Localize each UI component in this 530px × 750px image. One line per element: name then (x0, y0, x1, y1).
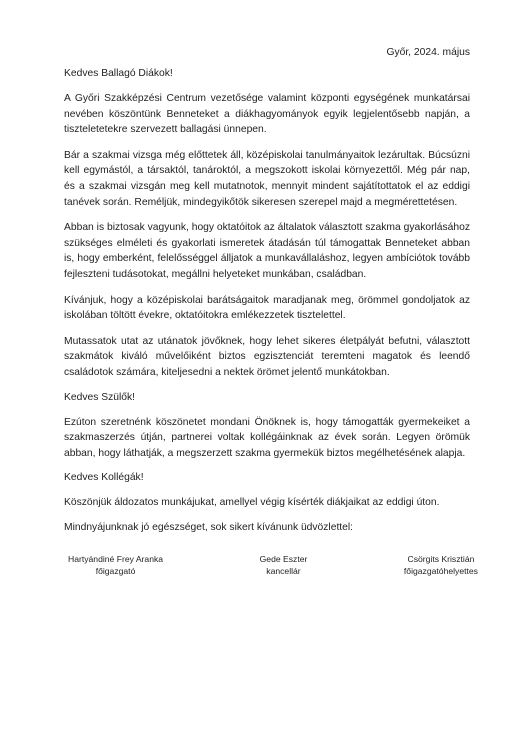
place-date: Győr, 2024. május (386, 47, 470, 58)
signer-name: Csörgits Krisztián (407, 553, 475, 564)
signature-block (68, 553, 478, 577)
signer-chancellor (260, 553, 308, 577)
paragraph-students-2: Bár a szakmai vizsga még előttetek áll, középiskolai tanulmányaitok lezárultak. Búcsúzni kell egymástól, a társaktól, tanároktól, a megszokott iskolai környezettől. Még pár nap, és a szakmai vizsgán meg kell mutatnotok, mennyit mindent sajátítottatok el az eddigi tanévek során. Reméljük, mindegyikőtök sikeresen szerepel majd a megmérettetésen. (64, 149, 470, 208)
letter-content (64, 46, 478, 577)
signer-deputy-director (404, 553, 478, 577)
signer-title: kancellár (266, 565, 301, 576)
paragraph-students-5: Mutassatok utat az utánatok jövőknek, hogy lehet sikeres életpályát befutni, választott szakmátok kiváló művelőiként biztos egzisztenciát teremteni magatok és leendő családotok számára, kiteljesedni a nektek örömet jelentő munkátokban. (64, 335, 470, 378)
paragraph-colleagues: Köszönjük áldozatos munkájukat, amellyel végig kísérték diákjaikat az eddigi úton. (64, 497, 440, 509)
closing-line: Mindnyájunknak jó egészséget, sok sikert kívánunk üdvözlettel: (64, 521, 354, 533)
greeting-colleagues: Kedves Kollégák! (64, 472, 144, 484)
signer-name: Gede Eszter (259, 553, 308, 564)
paragraph-students-1: A Győri Szakképzési Centrum vezetősége valamint központi egységének munkatársai nevében köszöntünk Benneteket a diákhagyományok egyik legjelentősebb napján, a tiszteletetekre szervezett ballagási ünnepen. (64, 93, 470, 136)
greeting-students: Kedves Ballagó Diákok! (64, 68, 173, 79)
signer-title: főigazgató (95, 565, 136, 576)
signer-director-general (68, 553, 163, 577)
paragraph-parents: Ezúton szeretnénk köszönetet mondani Önöknek is, hogy támogatták gyermekeiket a szakmaszerzés útján, partnerei voltak kollégáinknak az évek során. Legyen örömük abban, hogy láthatják, a megszerzett szakma gyermekük biztos megélhetésének alapja. (64, 416, 470, 459)
paragraph-students-4: Kívánjuk, hogy a középiskolai barátságaitok maradjanak meg, örömmel gondoljatok az iskolában töltött évekre, oktatóitokra emlékezzetek tisztelettel. (64, 294, 470, 322)
signer-name: Hartyándiné Frey Aranka (68, 553, 164, 564)
signer-title: főigazgatóhelyettes (403, 565, 478, 576)
paragraph-students-3: Abban is biztosak vagyunk, hogy oktatóitok az általatok választott szakma gyakorlásához szükséges elméleti és gyakorlati ismeretek átadásán túl támogattak Benneteket abban is, hogy emberként, felelősséggel álljatok a munkavállaláshoz, legyen ambíciótok tovább fejleszteni tudásotokat, megállni helyeteket munkában, családban. (64, 222, 470, 280)
greeting-parents: Kedves Szülők! (64, 391, 135, 403)
